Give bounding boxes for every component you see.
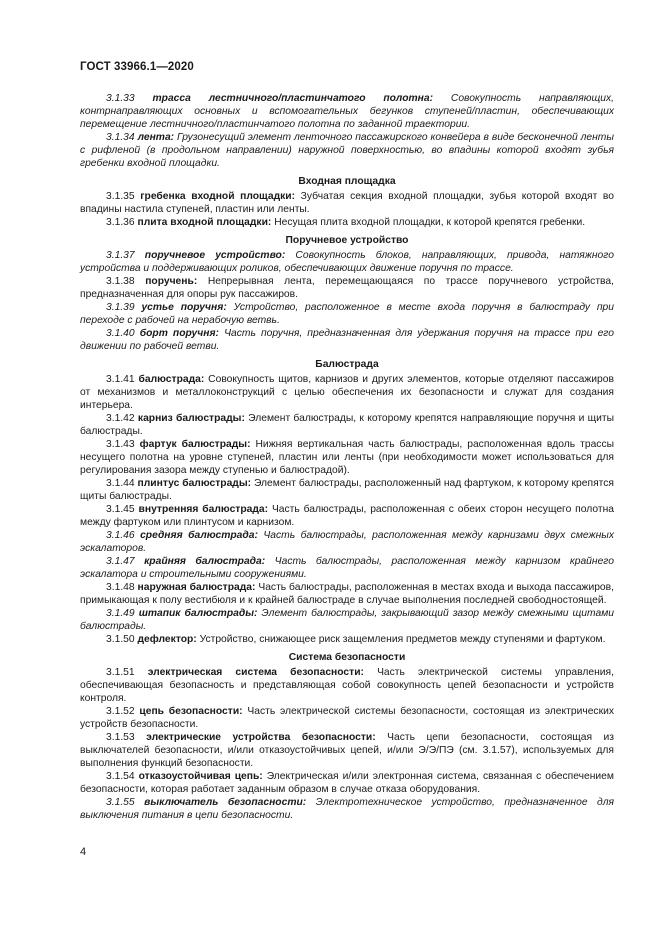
definition-3-1-55 (80, 796, 614, 822)
definition-text: Устройство, снижающее риск защемления предметов между ступенями и фартуком. (199, 634, 606, 645)
defined-term: балюстрада: (138, 374, 205, 385)
definition-3-1-46 (80, 529, 614, 555)
definition-3-1-44 (80, 477, 614, 503)
defined-term: цепь безопасности: (139, 706, 243, 717)
defined-term: борт поручня: (139, 328, 219, 339)
section-heading: Система безопасности (288, 652, 406, 663)
clause-number: 3.1.46 (106, 530, 135, 541)
clause-number: 3.1.37 (106, 250, 135, 261)
definition-text: Грузонесущий элемент ленточного пассажирского конвейера в виде бесконечной ленты с рифленой (в продольном направлении) наружной поверхностью, во впадины которой входят зубья гребенки входной площадки. (80, 132, 614, 169)
definition-text: Часть балюстрады, расположенная в местах входа и выхода пассажиров, примыкающая к полу вестибюля и к крайней балюстраде в случае выполнения последней свободностоящей. (80, 582, 614, 606)
definition-3-1-33 (80, 92, 614, 131)
defined-term: выключатель безопасности: (144, 797, 307, 808)
defined-term: отказоустойчивая цепь: (138, 771, 263, 782)
clause-number: 3.1.45 (106, 504, 135, 515)
clause-number: 3.1.34 (106, 132, 135, 143)
definition-text: Элемент балюстрады, к которому крепятся направляющие поручня и щиты балюстрады. (80, 413, 614, 437)
defined-term: средняя балюстрада: (140, 530, 258, 541)
clause-number: 3.1.52 (106, 706, 135, 717)
clause-number: 3.1.42 (106, 413, 135, 424)
clause-number: 3.1.49 (106, 608, 135, 619)
definition-text: Совокупность направляющих, контрнаправляющих основных и вспомогательных бегунков ступеней/пластин, обеспечивающих перемещение лестничного/пластинчатого полотна по заданной траектории. (80, 93, 614, 130)
definition-3-1-42 (80, 412, 614, 438)
definition-3-1-53 (80, 731, 614, 770)
definition-3-1-39 (80, 301, 614, 327)
definition-text: Зубчатая секция входной площадки, зубья которой входят во впадины настила ступеней, пластин или ленты. (80, 191, 614, 215)
defined-term: трасса лестничного/пластинчатого полотна: (152, 93, 434, 104)
clause-number: 3.1.48 (106, 582, 135, 593)
definition-3-1-51 (80, 666, 614, 705)
clause-number: 3.1.39 (106, 302, 135, 313)
defined-term: внутренняя балюстрада: (138, 504, 269, 515)
definition-3-1-38 (80, 275, 614, 301)
definition-text: Часть электрической системы управления, обеспечивающая безопасность и представляющая собой совокупность цепей безопасности и устройств контроля. (80, 667, 614, 704)
clause-number: 3.1.35 (106, 191, 135, 202)
clause-number: 3.1.50 (106, 634, 135, 645)
clause-number: 3.1.38 (106, 276, 135, 287)
clause-number: 3.1.54 (106, 771, 135, 782)
document-body (80, 92, 614, 822)
definition-3-1-48 (80, 581, 614, 607)
defined-term: электрическая система безопасности: (147, 667, 364, 678)
clause-number: 3.1.55 (106, 797, 135, 808)
defined-term: устье поручня: (141, 302, 227, 313)
definition-text: Электрическая и/или электронная система, связанная с обеспечением безопасности, которая работает заданным образом в случае отказа оборудования. (80, 771, 614, 795)
clause-number: 3.1.47 (106, 556, 135, 567)
definition-text: Электротехническое устройство, предназначенное для выключения питания в цепи безопасности. (80, 797, 614, 821)
defined-term: дефлектор: (137, 634, 197, 645)
defined-term: штапик балюстрады: (138, 608, 258, 619)
section-heading: Поручневое устройство (285, 235, 409, 246)
page-number: 4 (80, 846, 87, 858)
clause-number: 3.1.33 (106, 93, 135, 104)
defined-term: крайняя балюстрада: (144, 556, 266, 567)
definition-text: Часть цепи безопасности, состоящая из выключателей безопасности, и/или отказоустойчивых цепей, и/или Э/Э/ПЭ (см. 3.1.57), используемых для выполнения функций безопасности. (80, 732, 614, 769)
section-heading: Входная площадка (298, 176, 396, 187)
definition-text: Часть балюстрады, расположенная между карнизами двух смежных эскалаторов. (80, 530, 614, 554)
defined-term: поручень: (145, 276, 198, 287)
defined-term: лента: (137, 132, 175, 143)
definition-3-1-43 (80, 438, 614, 477)
definition-3-1-37 (80, 249, 614, 275)
definition-text: Часть поручня, предназначенная для удержания поручня на трассе при его движении по рабочей ветви. (80, 328, 614, 352)
defined-term: поручневое устройство: (144, 250, 286, 261)
clause-number: 3.1.43 (106, 439, 135, 450)
definition-text: Часть балюстрады, расположенная с обеих сторон несущего полотна между фартуком или плинтусом и карнизом. (80, 504, 614, 528)
definition-3-1-36 (80, 216, 614, 229)
clause-number: 3.1.36 (106, 217, 135, 228)
definition-text: Часть балюстрады, расположенная между карнизом крайнего эскалатора и строительными сооружениями. (80, 556, 614, 580)
definition-3-1-52 (80, 705, 614, 731)
definition-text: Элемент балюстрады, закрывающий зазор между смежными щитами балюстрады. (80, 608, 614, 632)
definition-text: Часть электрической системы безопасности, состоящая из электрических устройств безопасности. (80, 706, 614, 730)
definition-text: Нижняя вертикальная часть балюстрады, расположенная вдоль трассы несущего полотна на уровне ступеней, пластин или ленты (при необходимости может использоваться для регулирования зазора между ступенью и балюстрадой). (80, 439, 614, 476)
defined-term: плита входной площадки: (137, 217, 272, 228)
definition-text: Устройство, расположенное в месте входа поручня в балюстраду при переходе с рабочей на нерабочую ветвь. (80, 302, 614, 326)
definition-text: Элемент балюстрады, расположенный над фартуком, к которому крепятся щиты балюстрады. (80, 478, 614, 502)
definition-text: Непрерывная лента, перемещающаяся по трассе поручневого устройства, предназначенная для опоры рук пассажиров. (80, 276, 614, 300)
definition-text: Несущая плита входной площадки, к которой крепятся гребенки. (274, 217, 586, 228)
definition-3-1-49 (80, 607, 614, 633)
defined-term: гребенка входной площадки: (140, 191, 296, 202)
clause-number: 3.1.44 (106, 478, 135, 489)
clause-number: 3.1.41 (106, 374, 135, 385)
clause-number: 3.1.51 (106, 667, 135, 678)
section-heading: Балюстрада (315, 359, 379, 370)
definition-3-1-34 (80, 131, 614, 170)
definition-3-1-35 (80, 190, 614, 216)
definition-text: Совокупность щитов, карнизов и других элементов, которые отделяют пассажиров от механизмов и металлоконструкций с целью обеспечения их безопасности и служат для создания интерьера. (80, 374, 614, 411)
definition-3-1-47 (80, 555, 614, 581)
clause-number: 3.1.40 (106, 328, 135, 339)
defined-term: наружная балюстрада: (137, 582, 256, 593)
defined-term: электрические устройства безопасности: (146, 732, 376, 743)
definition-3-1-54 (80, 770, 614, 796)
defined-term: карниз балюстрады: (137, 413, 245, 424)
definition-3-1-45 (80, 503, 614, 529)
defined-term: фартук балюстрады: (139, 439, 251, 450)
definition-text: Совокупность блоков, направляющих, привода, натяжного устройства и поддерживающих роликов, обеспечивающих движение поручня по трассе. (80, 250, 614, 274)
clause-number: 3.1.53 (106, 732, 135, 743)
document-header: ГОСТ 33966.1—2020 (80, 61, 194, 73)
definition-3-1-50 (80, 633, 614, 646)
defined-term: плинтус балюстрады: (137, 478, 252, 489)
definition-3-1-40 (80, 327, 614, 353)
definition-3-1-41 (80, 373, 614, 412)
